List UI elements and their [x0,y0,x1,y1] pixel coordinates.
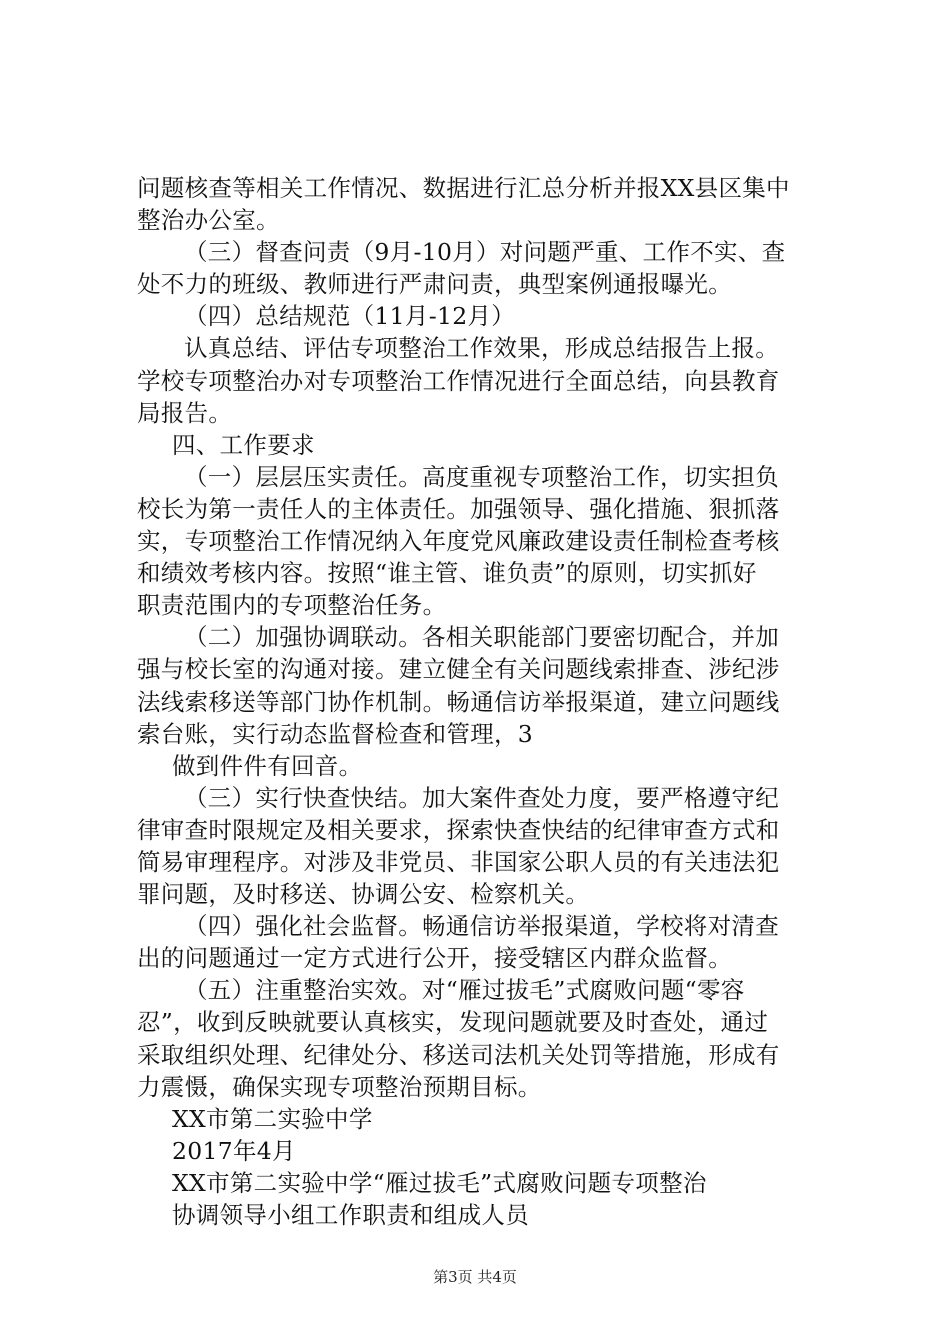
text-line: 律审查时限规定及相关要求，探索快查快结的纪律审查方式和 [137,815,780,844]
text-line: 整治办公室。 [137,206,280,235]
text-line: 罪问题，及时移送、协调公安、检察机关。 [137,880,590,909]
text-line: （三）督查问责（9月-10月）对问题严重、工作不实、查 [184,238,786,267]
text-line: 出的问题通过一定方式进行公开，接受辖区内群众监督。 [137,944,732,973]
text-line: 问题核查等相关工作情况、数据进行汇总分析并报XX县区集中 [137,174,790,202]
text-line: 强与校长室的沟通对接。建立健全有关问题线索排查、涉纪涉 [137,655,780,684]
text-line: （三）实行快查快结。加大案件查处力度，要严格遵守纪 [184,783,779,812]
text-line: 职责范围内的专项整治任务。 [137,591,447,620]
text-line: （五）注重整治实效。对“雁过拔毛”式腐败问题“零容 [184,976,745,1005]
text-line: 忍”，收到反映就要认真核实，发现问题就要及时查处，通过 [137,1008,769,1037]
text-line: 力震慑，确保实现专项整治预期目标。 [137,1072,542,1101]
text-line: 索台账，实行动态监督检查和管理，3 [137,719,534,748]
text-line: （四）强化社会监督。畅通信访举报渠道，学校将对清查 [184,912,779,941]
text-line: （四）总结规范（11月-12月） [184,302,516,331]
text-line: 做到件件有回音。 [172,751,363,780]
text-line: XX市第二实验中学 [172,1104,373,1133]
text-line: 实，专项整治工作情况纳入年度党风廉政建设责任制检查考核 [137,527,780,556]
text-line: 采取组织处理、纪律处分、移送司法机关处罚等措施，形成有 [137,1040,780,1069]
text-line: 四、工作要求 [172,430,315,459]
page-footer: 第3页 共4页 [433,1268,517,1286]
text-line: XX市第二实验中学“雁过拔毛”式腐败问题专项整治 [172,1168,707,1197]
text-line: 认真总结、评估专项整治工作效果，形成总结报告上报。 [184,334,779,363]
text-line: 协调领导小组工作职责和组成人员 [172,1201,529,1229]
document-body [137,172,837,1231]
text-line: 简易审理程序。对涉及非党员、非国家公职人员的有关违法犯 [137,847,780,876]
text-line: （二）加强协调联动。各相关职能部门要密切配合，并加 [184,623,779,652]
text-line: 2017年4月 [172,1136,296,1165]
text-line: （一）层层压实责任。高度重视专项整治工作，切实担负 [184,462,779,491]
text-line: 学校专项整治办对专项整治工作情况进行全面总结，向县教育 [137,366,780,395]
text-line: 和绩效考核内容。按照“谁主管、谁负责”的原则，切实抓好 [137,559,757,588]
text-line: 法线索移送等部门协作机制。畅通信访举报渠道，建立问题线 [137,687,780,716]
text-line: 校长为第一责任人的主体责任。加强领导、强化措施、狠抓落 [137,494,780,523]
text-line: 处不力的班级、教师进行严肃问责，典型案例通报曝光。 [137,270,732,299]
text-line: 局报告。 [137,398,233,427]
